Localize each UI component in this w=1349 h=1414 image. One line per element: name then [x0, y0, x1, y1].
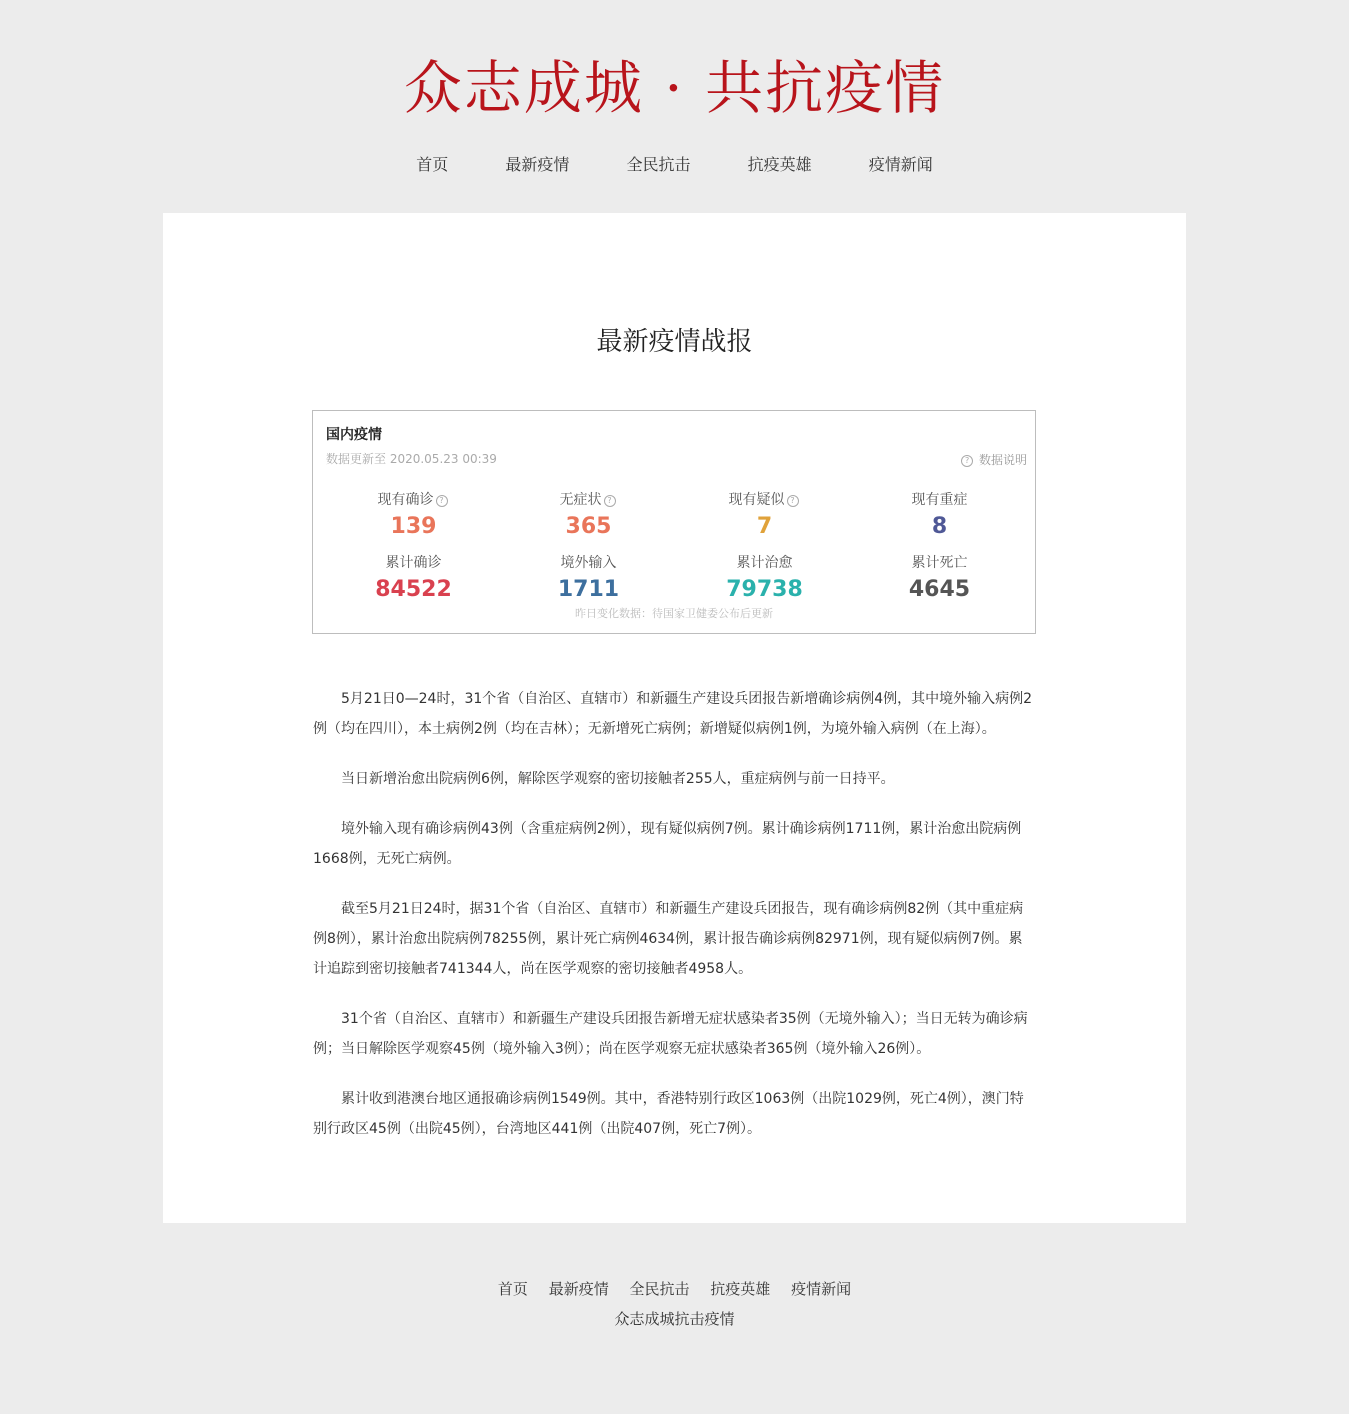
nav-item-heroes[interactable]: 抗疫英雄 [747, 155, 812, 174]
footer-nav [0, 1276, 1349, 1302]
stat-label: 累计治愈 [736, 555, 793, 571]
nav-item-home[interactable]: 首页 [416, 155, 449, 174]
article-paragraph: 截至5月21日24时，据31个省（自治区、直辖市）和新疆生产建设兵团报告，现有确诊病例82例（其中重症病例8例），累计治愈出院病例78255例，累计死亡病例4634例，累计报告确诊病例82971例，现有疑似病例7例。累计追踪到密切接触者741344人，尚在医学观察的密切接触者4958人。 [313, 901, 1024, 977]
stat-label: 现有确诊 ? [326, 490, 501, 510]
main-nav [0, 152, 1349, 178]
stat-value: 1711 [557, 577, 620, 602]
nav-item-fight[interactable]: 全民抗击 [626, 155, 691, 174]
stat-value: 365 [565, 514, 612, 539]
footer-nav-item-heroes[interactable]: 抗疫英雄 [710, 1280, 771, 1298]
update-time: 数据更新至 2020.05.23 00:39 [326, 452, 497, 466]
stat-imported [501, 553, 676, 605]
help-icon: ? [961, 455, 973, 467]
stat-current-confirmed [326, 490, 501, 542]
article-paragraph: 境外输入现有确诊病例43例（含重症病例2例），现有疑似病例7例。累计确诊病例1711例，累计治愈出院病例1668例，无死亡病例。 [313, 821, 1022, 867]
stat-label: 无症状 ? [501, 490, 676, 510]
footer-slogan: 众志成城抗击疫情 [614, 1310, 735, 1328]
card-footnote: 昨日变化数据：待国家卫健委公布后更新 [575, 607, 773, 620]
stat-label: 现有疑似 ? [677, 490, 852, 510]
stat-total-cured [677, 553, 852, 605]
article-body [313, 684, 1035, 1164]
article-paragraph: 当日新增治愈出院病例6例，解除医学观察的密切接触者255人，重症病例与前一日持平。 [341, 771, 895, 787]
article-paragraph: 累计收到港澳台地区通报确诊病例1549例。其中，香港特别行政区1063例（出院1029例，死亡4例），澳门特别行政区45例（出院45例），台湾地区441例（出院407例，死亡7例）。 [313, 1091, 1024, 1137]
stats-card [312, 410, 1036, 634]
stat-label: 现有重症 [911, 492, 968, 508]
footer-nav-item-home[interactable]: 首页 [497, 1280, 528, 1298]
stat-value: 84522 [375, 577, 452, 602]
stat-label: 累计确诊 [385, 555, 442, 571]
footer-nav-item-fight[interactable]: 全民抗击 [629, 1280, 690, 1298]
site-banner-title: 众志成城 · 共抗疫情 [403, 54, 946, 122]
stat-total-confirmed [326, 553, 501, 605]
nav-item-news[interactable]: 疫情新闻 [868, 155, 933, 174]
stat-current-suspected [677, 490, 852, 542]
stat-label: 境外输入 [560, 555, 617, 571]
stat-total-deaths [852, 553, 1027, 605]
footer-nav-item-news[interactable]: 疫情新闻 [791, 1280, 852, 1298]
help-icon[interactable]: ? [787, 495, 799, 507]
footer-nav-item-latest[interactable]: 最新疫情 [548, 1280, 609, 1298]
article-paragraph: 31个省（自治区、直辖市）和新疆生产建设兵团报告新增无症状感染者35例（无境外输入）；当日无转为确诊病例；当日解除医学观察45例（境外输入3例）；尚在医学观察无症状感染者365例（境外输入26例）。 [313, 1011, 1028, 1057]
stat-value: 4645 [908, 577, 971, 602]
help-icon[interactable]: ? [604, 495, 616, 507]
help-icon[interactable]: ? [436, 495, 448, 507]
card-title: 国内疫情 [326, 427, 382, 443]
page-title: 最新疫情战报 [596, 327, 753, 357]
stat-asymptomatic [501, 490, 676, 542]
stat-value: 7 [756, 514, 773, 539]
article-paragraph: 5月21日0—24时，31个省（自治区、直辖市）和新疆生产建设兵团报告新增确诊病例4例，其中境外输入病例2例（均在四川），本土病例2例（均在吉林）；无新增死亡病例；新增疑似病例1例，为境外输入病例（在上海）。 [313, 691, 1033, 737]
stat-current-severe [852, 490, 1027, 542]
stat-value: 79738 [726, 577, 803, 602]
stat-value: 139 [390, 514, 437, 539]
stat-value: 8 [931, 514, 948, 539]
data-explain-link[interactable] [959, 452, 1027, 468]
nav-item-latest[interactable]: 最新疫情 [505, 155, 570, 174]
stat-label: 累计死亡 [911, 555, 968, 571]
data-explain-label: 数据说明 [978, 453, 1027, 467]
